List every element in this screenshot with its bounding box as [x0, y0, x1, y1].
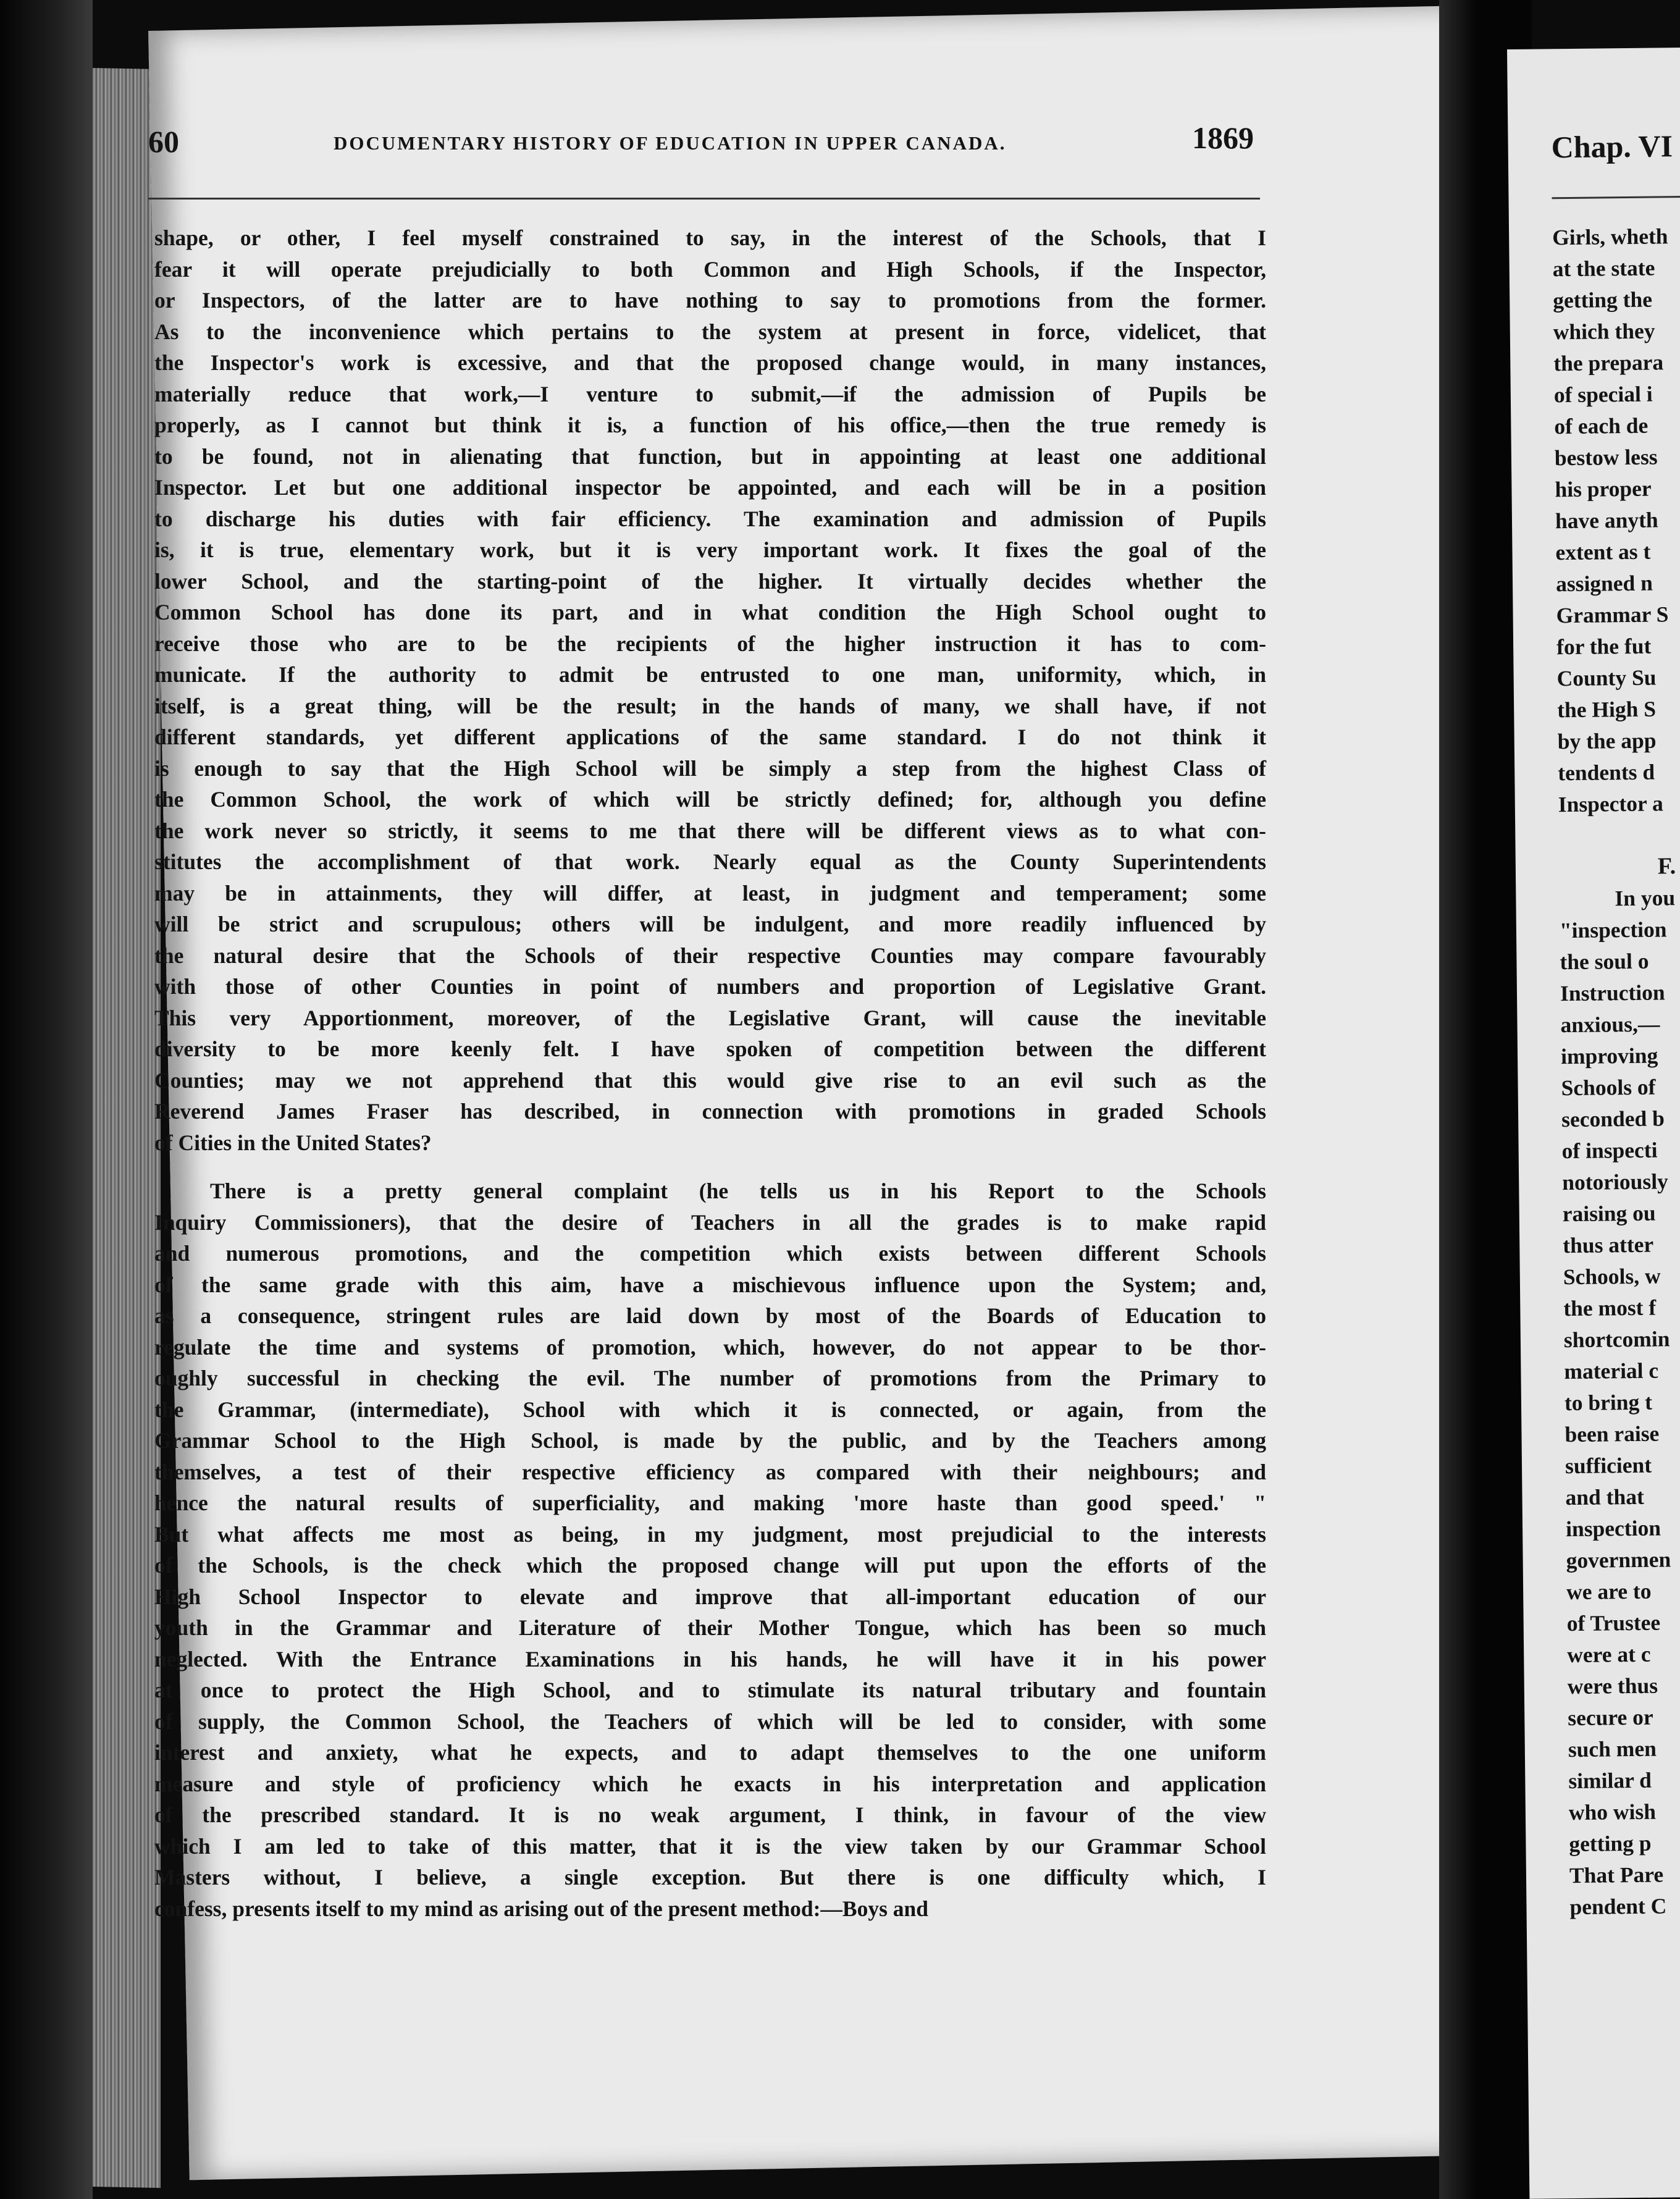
facing-page [1507, 48, 1680, 2199]
text-line: Common School has done its part, and in what condition the High School ought to [154, 600, 1266, 624]
text-line: interest and anxiety, what he expects, and to adapt themselves to the one uniform [154, 1740, 1266, 1765]
body-text [154, 222, 1266, 1924]
facing-page-line: sufficient [1564, 1452, 1652, 1479]
text-line: materially reduce that work,—I venture to submit,—if the admission of Pupils be [154, 381, 1266, 406]
text-line: Inquiry Commissioners), that the desire of Teachers in all the grades is to make rapid [154, 1209, 1266, 1235]
facing-page-line: of each de [1554, 413, 1648, 439]
facing-page-blank-line [1558, 819, 1676, 852]
text-line: Reverend James Fraser has described, in connection with promotions in graded Schools [154, 1099, 1266, 1124]
facing-page-lines [1552, 221, 1680, 1923]
facing-page-line: thus atter [1563, 1232, 1654, 1258]
text-line: Masters without, I believe, a single exception. But there is one difficulty which, I [154, 1865, 1266, 1890]
running-head [148, 120, 1254, 179]
text-line: at once to protect the High School, and to stimulate its natural tributary and fountain [154, 1678, 1266, 1702]
text-line: measure and style of proficiency which he exacts in his interpretation and application [154, 1771, 1266, 1796]
text-line: is, it is true, elementary work, but it is very important work. It fixes the goal of the [154, 537, 1266, 562]
text-line: or Inspectors, of the latter are to have nothing to say to promotions from the former. [154, 288, 1266, 313]
facing-page-line: Schools, w [1563, 1263, 1661, 1290]
text-line: of the same grade with this aim, have a mischievous influence upon the System; and, [154, 1272, 1266, 1297]
facing-page-line: getting p [1569, 1830, 1652, 1857]
facing-page-line: material c [1564, 1358, 1659, 1384]
facing-page-line: such men [1568, 1736, 1657, 1762]
text-line: There is a pretty general complaint (he tells us in his Report to the Schools [210, 1179, 1266, 1203]
facing-page-line: the prepara [1553, 350, 1664, 376]
text-line: Counties; may we not apprehend that this would give rise to an evil such as the [154, 1067, 1266, 1093]
scan-border-left [0, 0, 93, 2199]
facing-page-line: Instruction [1560, 980, 1665, 1006]
header-rule [148, 198, 1260, 200]
text-line: lower School, and the starting-point of the higher. It virtually decides whether the [154, 568, 1266, 594]
facing-page-line: Grammar S [1556, 602, 1669, 628]
facing-page-line: of Trustee [1566, 1610, 1661, 1636]
facing-page-line: Schools of [1561, 1074, 1656, 1101]
text-line: themselves, a test of their respective efficiency as compared with their neighbours; and [154, 1459, 1266, 1484]
facing-page-line: anxious,— [1560, 1011, 1660, 1038]
running-title: DOCUMENTARY HISTORY OF EDUCATION IN UPPER CANADA. [334, 132, 1007, 154]
paragraph-2-quotation [154, 1175, 1266, 1924]
facing-page-line: which they [1553, 318, 1655, 345]
text-line: oughly successful in checking the evil. The number of promotions from the Primary to [154, 1366, 1266, 1390]
facing-page-line: bestow less [1554, 444, 1658, 471]
text-line: fear it will operate prejudicially to both Common and High Schools, if the Inspector, [154, 256, 1266, 282]
text-line: with those of other Counties in point of numbers and proportion of Legislative Grant. [154, 974, 1266, 999]
facing-page-header: Chap. VI [1551, 128, 1673, 165]
facing-page-line: of inspecti [1561, 1137, 1658, 1164]
facing-page-line: were at c [1567, 1641, 1651, 1668]
text-line: shape, or other, I feel myself constrained to say, in the interest of the Schools, that I [154, 225, 1266, 250]
text-line: receive those who are to be the recipients of the higher instruction it has to com- [154, 631, 1266, 656]
text-line: This very Apportionment, moreover, of the Legislative Grant, will cause the inevitable [154, 1005, 1266, 1030]
facing-page-line: the most f [1563, 1295, 1657, 1321]
text-line: neglected. With the Entrance Examinations in his hands, he will have it in his power [154, 1646, 1266, 1671]
text-line: to discharge his duties with fair efficiency. The examination and admission of Pupils [154, 506, 1266, 531]
facing-page-line: were thus [1567, 1673, 1658, 1699]
facing-page-line: secure or [1568, 1704, 1653, 1731]
facing-page-line: That Pare [1569, 1862, 1664, 1888]
facing-page-line: notoriously [1562, 1169, 1669, 1195]
facing-page-line: to bring t [1564, 1389, 1653, 1416]
text-line: the Common School, the work of which will be strictly defined; for, although you define [154, 787, 1266, 812]
text-line: of Cities in the United States? [154, 1130, 432, 1155]
facing-page-line: In you [1615, 885, 1676, 911]
facing-page-line: have anyth [1555, 507, 1658, 534]
facing-page-line: of special i [1553, 381, 1653, 408]
page-stack-edge [93, 68, 161, 2188]
facing-page-line: his proper [1555, 476, 1652, 502]
text-line: Grammar School to the High School, is made by the public, and by the Teachers among [154, 1428, 1266, 1453]
text-line: As to the inconvenience which pertains to the system at present in force, videlicet, that [154, 319, 1266, 344]
text-line: will be strict and scrupulous; others will be indulgent, and more readily influenced by [154, 912, 1266, 936]
facing-page-line: been raise [1564, 1421, 1660, 1447]
text-line: the Inspector's work is excessive, and that the proposed change would, in many instances, [154, 350, 1266, 375]
text-line: hence the natural results of superficiality, and making 'more haste than good speed.' " [154, 1491, 1266, 1515]
text-line: regulate the time and systems of promotion, which, however, do not appear to be thor- [154, 1334, 1266, 1360]
text-line: Inspector. Let but one additional inspector be appointed, and each will be in a position [154, 475, 1266, 500]
facing-page-rule [1552, 196, 1680, 200]
text-line: the Grammar, (intermediate), School with which it is connected, or again, from the [154, 1397, 1266, 1422]
text-line: municate. If the authority to admit be entrusted to one man, uniformity, which, in [154, 662, 1266, 687]
facing-page-line: we are to [1566, 1578, 1652, 1605]
text-line: of the Schools, is the check which the proposed change will put upon the efforts of the [154, 1553, 1266, 1578]
facing-page-line: pendent C [1569, 1893, 1667, 1920]
text-line: of supply, the Common School, the Teachers of which will be led to consider, with some [154, 1709, 1266, 1734]
facing-page-line: tendents d [1558, 759, 1655, 786]
text-line: confess, presents itself to my mind as arising out of the present method:—Boys and [154, 1896, 929, 1921]
text-line: High School Inspector to elevate and improve that all-important education of our [154, 1584, 1266, 1609]
facing-page-line: raising ou [1562, 1200, 1656, 1227]
facing-page-line: the High S [1556, 696, 1657, 723]
facing-page-line: at the state [1552, 255, 1655, 282]
text-line: diversity to be more keenly felt. I have spoken of competition between the different [154, 1036, 1266, 1061]
facing-page-line: "inspection [1559, 917, 1667, 943]
facing-page-line: assigned n [1555, 570, 1653, 597]
paragraph-1 [154, 222, 1266, 1158]
text-line: properly, as I cannot but think it is, a function of his office,—then the true remedy is [154, 413, 1266, 437]
text-line: and numerous promotions, and the competition which exists between different Schools [154, 1241, 1266, 1266]
facing-page-line: F. [1657, 853, 1676, 880]
facing-page-line: extent as t [1555, 539, 1651, 565]
text-line: But what affects me most as being, in my judgment, most prejudicial to the interests [154, 1521, 1266, 1547]
text-line: youth in the Grammar and Literature of their Mother Tongue, which has been so much [154, 1615, 1266, 1640]
text-line: is enough to say that the High School will be simply a step from the highest Class of [154, 755, 1266, 781]
facing-page-line: for the fut [1556, 633, 1652, 660]
facing-page-line: improving [1560, 1043, 1658, 1069]
text-line: which I am led to take of this matter, that it is the view taken by our Grammar School [154, 1833, 1266, 1859]
facing-page-line: by the app [1557, 728, 1657, 754]
text-line: of the prescribed standard. It is no weak argument, I think, in favour of the view [154, 1802, 1266, 1827]
facing-page-line: inspection [1565, 1515, 1661, 1542]
facing-page-line: Inspector a [1558, 791, 1663, 817]
facing-page-line: the soul o [1560, 948, 1649, 975]
paragraph-gap [154, 1158, 1266, 1175]
facing-page-line: getting the [1553, 287, 1653, 313]
facing-page-line: governmen [1566, 1547, 1671, 1573]
facing-page-line: similar d [1568, 1767, 1652, 1794]
running-year: 1869 [1192, 120, 1254, 155]
text-line: the work never so strictly, it seems to me that there will be different views as to what con- [154, 818, 1266, 843]
text-line: to be found, not in alienating that function, but in appointing at least one additional [154, 444, 1266, 469]
facing-page-line: Girls, wheth [1552, 224, 1668, 250]
facing-page-line: seconded b [1561, 1106, 1665, 1132]
text-line: itself, is a great thing, will be the result; in the hands of many, we shall have, if not [154, 693, 1266, 718]
facing-page-line: County Su [1556, 665, 1657, 691]
text-line: different standards, yet different applications of the same standard. I do not think it [154, 725, 1266, 749]
facing-page-line: and that [1565, 1484, 1645, 1510]
text-line: may be in attainments, they will differ, at least, in judgment and temperament; some [154, 880, 1266, 906]
page-number: 60 [148, 124, 179, 159]
facing-page-line: shortcomin [1563, 1326, 1670, 1353]
facing-page-line: who wish [1568, 1799, 1657, 1825]
text-line: stitutes the accomplishment of that work. Nearly equal as the County Superintendents [154, 849, 1266, 874]
text-line: as a consequence, stringent rules are laid down by most of the Boards of Education to [154, 1303, 1266, 1328]
text-line: the natural desire that the Schools of their respective Counties may compare favourably [154, 943, 1266, 968]
